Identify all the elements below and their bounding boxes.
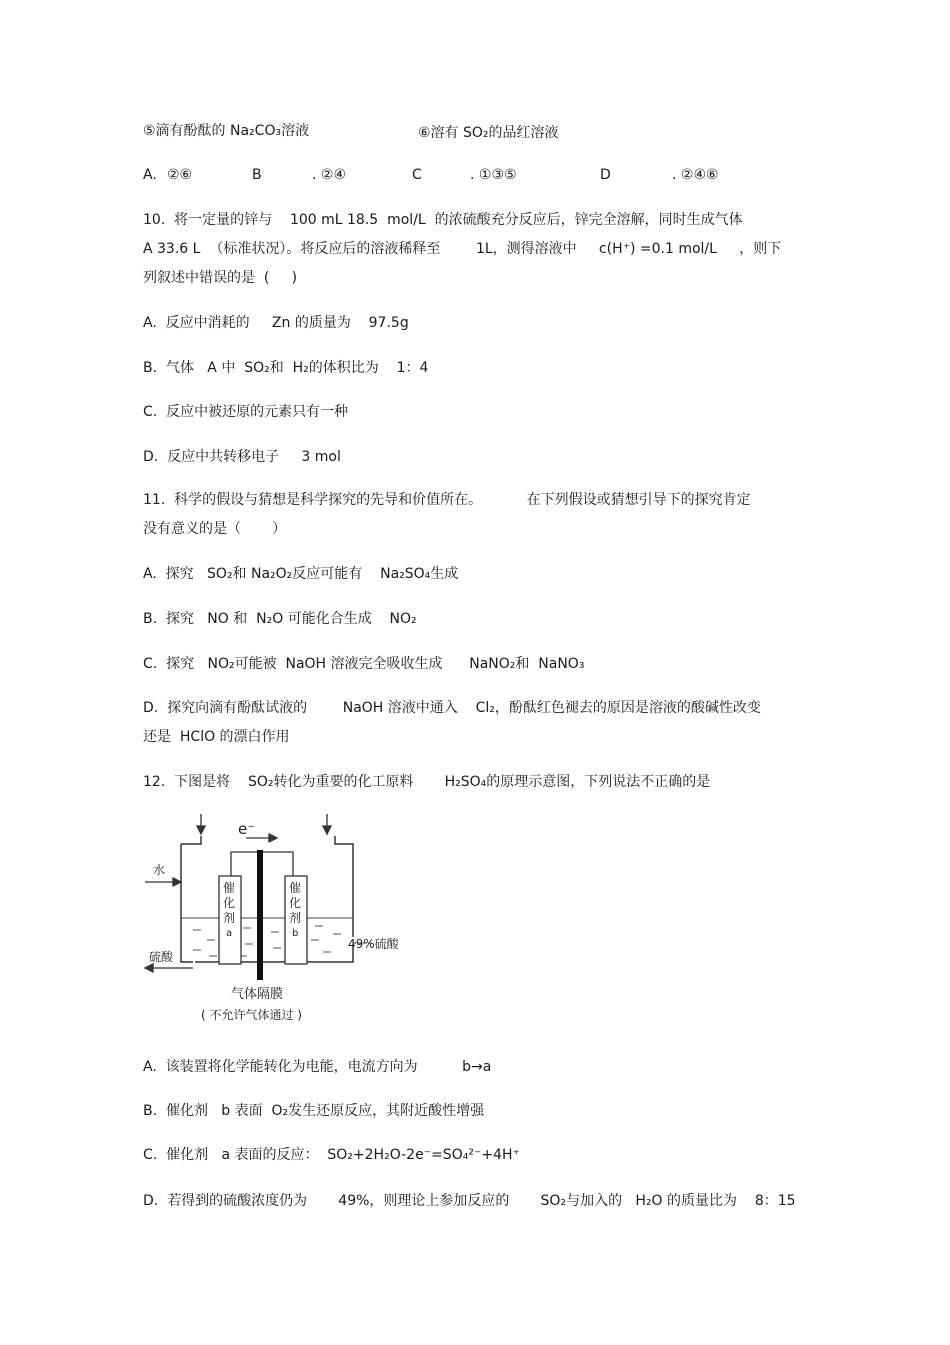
q10-stem-line3: 列叙述中错误的是 ( )	[143, 270, 298, 286]
q9-item5: ⑤滴有酚酞的 Na₂CO₃溶液	[143, 123, 310, 139]
catalyst-a-char1: 催	[223, 881, 236, 895]
catalyst-b-char1: 催	[289, 881, 302, 895]
q12-option-d: D. 若得到的硫酸浓度仍为 49%，则理论上参加反应的 SO₂与加入的 H₂O 的质量比为 8：15	[143, 1193, 796, 1209]
membrane-label: 气体隔膜	[231, 987, 284, 1002]
q9-option-b-text: . ②④	[312, 167, 347, 183]
q10-stem-line2: A 33.6 L （标准状况）。将反应后的溶液稀释至 1L，测得溶液中 c(H⁺) =0.1 mol/L ，则下	[143, 241, 782, 257]
q11-option-d-line2: 还是 HClO 的漂白作用	[143, 729, 290, 745]
q9-option-d-text: . ②④⑥	[672, 167, 719, 183]
q10-stem-line1: 10. 将一定量的锌与 100 mL 18.5 mol/L 的浓硫酸充分反应后，锌完全溶解，同时生成气体	[143, 212, 743, 228]
catalyst-a-char2: 化	[223, 896, 236, 910]
water-inlet-arrow	[145, 878, 181, 886]
q9-option-c-text: . ①③⑤	[470, 167, 517, 183]
cell-container	[181, 836, 353, 962]
q11-option-d-line1: D. 探究向滴有酚酞试液的 NaOH 溶液中通入 Cl₂，酚酞红色褪去的原因是溶液的酸碱性改变	[143, 700, 761, 716]
q10-option-c: C. 反应中被还原的元素只有一种	[143, 404, 349, 420]
acid-49-label: 49%硫酸	[348, 937, 399, 951]
q10-option-b: B. 气体 A 中 SO₂和 H₂的体积比为 1：4	[143, 360, 429, 376]
gas-membrane	[257, 850, 263, 980]
q11-stem-line1: 11. 科学的假设与猜想是科学探究的先导和价值所在。 在下列假设或猜想引导下的探究肯定	[143, 492, 751, 508]
water-label: 水	[153, 863, 166, 877]
catalyst-a-letter: a	[226, 928, 233, 939]
catalyst-b-char2: 化	[289, 896, 302, 910]
catalyst-a-char3: 剂	[223, 911, 236, 925]
liquid-dashes	[193, 926, 341, 956]
feed-arrows	[197, 814, 331, 834]
q9-option-d-label: D	[600, 167, 611, 183]
q11-stem-line2: 没有意义的是（ ）	[143, 521, 287, 537]
q11-option-c: C. 探究 NO₂可能被 NaOH 溶液完全吸收生成 NaNO₂和 NaNO₃	[143, 656, 585, 672]
q11-option-a: A. 探究 SO₂和 Na₂O₂反应可能有 Na₂SO₄生成	[143, 566, 459, 582]
electrolysis-cell-diagram	[143, 812, 401, 1030]
q9-option-c-label: C	[412, 167, 422, 183]
electron-label: e⁻	[238, 820, 256, 838]
catalyst-b-char3: 剂	[289, 911, 302, 925]
acid-out-label: 硫酸	[149, 950, 174, 964]
q10-option-d: D. 反应中共转移电子 3 mol	[143, 449, 341, 465]
q9-option-b-label: B	[252, 167, 262, 183]
q12-option-c: C. 催化剂 a 表面的反应： SO₂+2H₂O-2e⁻=SO₄²⁻+4H⁺	[143, 1147, 520, 1163]
q9-item6: ⑥溶有 SO₂的品红溶液	[418, 125, 559, 141]
q9-option-a-label: A.	[143, 167, 157, 183]
q10-option-a: A. 反应中消耗的 Zn 的质量为 97.5g	[143, 315, 409, 331]
q11-option-b: B. 探究 NO 和 N₂O 可能化合生成 NO₂	[143, 611, 417, 627]
q9-option-a-text: ②⑥	[167, 167, 193, 183]
q12-stem: 12. 下图是将 SO₂转化为重要的化工原料 H₂SO₄的原理示意图，下列说法不正确的是	[143, 774, 711, 790]
membrane-note: ( 不允许气体通过 )	[201, 1008, 302, 1022]
q12-option-b: B. 催化剂 b 表面 O₂发生还原反应，其附近酸性增强	[143, 1103, 485, 1119]
acid-outlet-arrow	[145, 964, 193, 972]
catalyst-b-letter: b	[292, 928, 299, 939]
q12-option-a: A. 该装置将化学能转化为电能，电流方向为 b→a	[143, 1059, 492, 1075]
